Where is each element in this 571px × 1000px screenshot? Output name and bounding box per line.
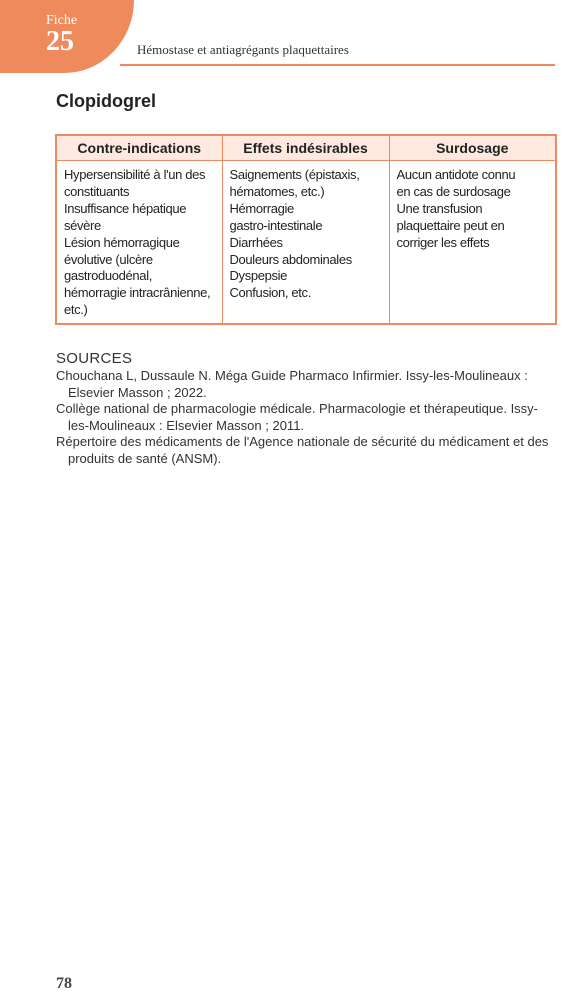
table-row <box>56 161 556 325</box>
fiche-tab <box>0 0 134 73</box>
cell-line: Douleurs abdominales <box>229 251 352 267</box>
source-line: produits de santé (ANSM). <box>68 450 222 466</box>
source-line: Chouchana L, Dussaule N. Méga Guide Pharmaco Infirmier. Issy-les-Moulineaux : <box>56 368 528 383</box>
cell-line: gastro-intestinale <box>229 217 323 233</box>
cell-line: plaquettaire peut en <box>396 217 505 233</box>
cell-line: Une transfusion <box>396 200 483 216</box>
cell-line: corriger les effets <box>396 234 490 250</box>
clopidogrel-table <box>55 134 557 325</box>
cell-line: hémorragie intracrânienne, <box>64 285 211 301</box>
source-line: Collège national de pharmacologie médicale. Pharmacologie et thérapeutique. Issy- <box>56 401 539 417</box>
source-entry <box>56 401 555 434</box>
running-title: Hémostase et antiagrégants plaquettaires <box>137 42 349 57</box>
cell-line: hématomes, etc.) <box>229 183 325 199</box>
cell-line: Hypersensibilité à l'un des <box>64 167 206 182</box>
cell-line: etc.) <box>64 302 88 318</box>
source-line: Elsevier Masson ; 2022. <box>68 384 207 400</box>
cell-line: Insuffisance hépatique <box>64 200 187 216</box>
cell-surdosage <box>389 161 556 325</box>
cell-line: Hémorragie <box>229 200 294 216</box>
column-header-effets-indesirables: Effets indésirables <box>222 135 389 161</box>
source-line: les-Moulineaux : Elsevier Masson ; 2011. <box>68 417 305 433</box>
cell-line: en cas de surdosage <box>396 183 511 199</box>
column-header-surdosage: Surdosage <box>389 135 556 161</box>
cell-line: gastroduodénal, <box>64 268 152 284</box>
cell-line: Saignements (épistaxis, <box>229 167 360 182</box>
cell-contre-indications <box>56 161 222 325</box>
cell-line: Diarrhées <box>229 234 283 250</box>
cell-line: Confusion, etc. <box>229 285 311 301</box>
cell-line: Aucun antidote connu <box>396 167 516 182</box>
column-header-contre-indications: Contre-indications <box>56 135 222 161</box>
section-title: Clopidogrel <box>56 91 156 111</box>
cell-effets-indesirables <box>222 161 389 325</box>
sources-heading: SOURCES <box>56 350 133 367</box>
source-line: Répertoire des médicaments de l'Agence nationale de sécurité du médicament et des <box>56 434 549 450</box>
table-header-row <box>56 135 556 161</box>
source-entry <box>56 434 555 467</box>
sources-list <box>56 368 555 468</box>
cell-line: Lésion hémorragique <box>64 234 180 250</box>
source-entry <box>56 368 555 401</box>
header-rule <box>120 64 555 66</box>
fiche-number: 25 <box>46 26 74 57</box>
cell-line: évolutive (ulcère <box>64 251 153 267</box>
page-number: 78 <box>56 975 72 992</box>
cell-line: sévère <box>64 217 101 233</box>
cell-line: constituants <box>64 183 130 199</box>
cell-line: Dyspepsie <box>229 268 288 284</box>
fiche-label: Fiche <box>46 13 78 28</box>
